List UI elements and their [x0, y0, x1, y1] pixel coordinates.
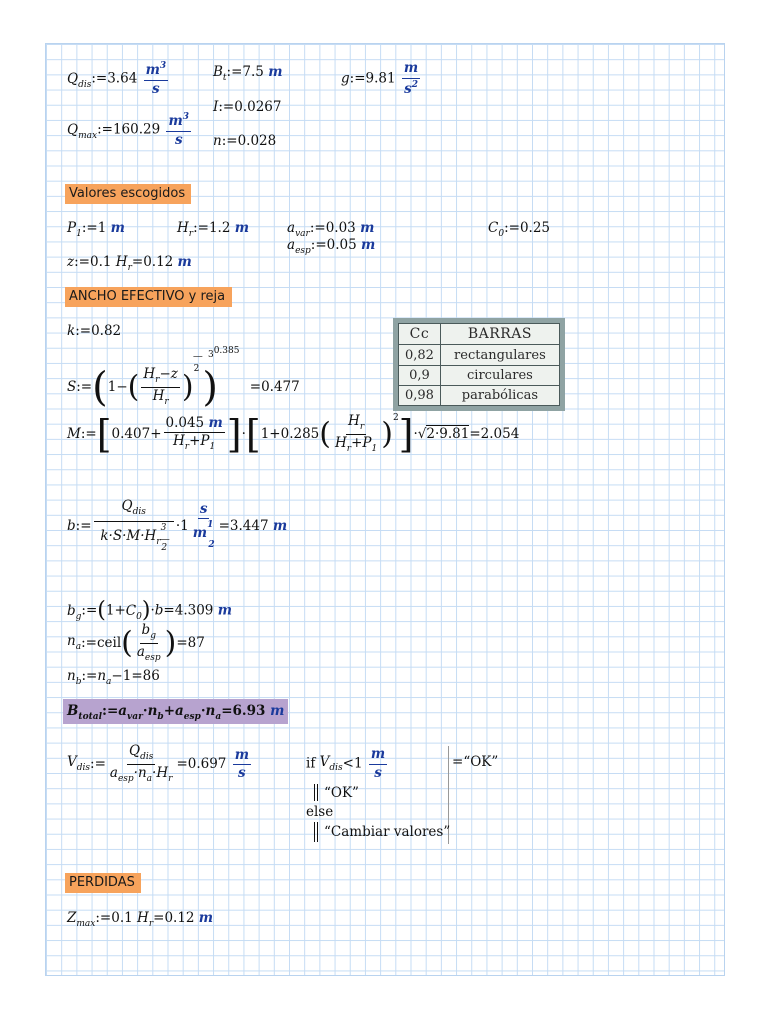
eq-qmax: $Q_{max}:=160.29$ $\frac{m^3}{s}$	[67, 112, 190, 148]
table-cell: 0,9	[399, 365, 441, 385]
if-result: =“OK”	[452, 754, 499, 770]
eq-btotal: $B_{total}:=a_{var}\cdot n_b+a_{esp}\cdot n_a=6.93$ m	[67, 703, 285, 722]
table-header-cc: Cc	[399, 324, 441, 345]
eq-bg: $b_g:=(1+C_0)\cdot b=4.309$ m	[67, 598, 232, 623]
eq-k: k:=0.82	[67, 323, 122, 339]
eq-c0: $C_0:=0.25$	[488, 220, 551, 239]
eq-n: n:=0.028	[213, 133, 277, 149]
table-cell: parabólicas	[440, 385, 559, 405]
eq-avar: $a_{var}:=0.03$ m	[287, 220, 375, 239]
eq-na: $n_a:=ceil$( $\frac{b_g}{a_{esp}}$ )=87	[67, 622, 205, 663]
branch-cambiar: “Cambiar valores”	[324, 824, 451, 840]
eq-p1: $P_1:=1$ m	[67, 220, 125, 239]
eq-z-hr: z:=0.1 $H_r=0.12$ m	[67, 254, 192, 273]
section-perdidas: PERDIDAS	[65, 873, 141, 893]
eq-zmax: $Z_{max}:=0.1$ $H_r=0.12$ m	[67, 910, 214, 929]
branch-ok: “OK”	[324, 785, 359, 801]
eq-s: S:=(1−( $\frac{H_r-z}{H_r}$ )$^{2―}$)$^{30.385}$ =0.477	[67, 346, 300, 411]
eq-b: b:= $\frac{Q_{dis}}{k\cdot S\cdot M\cdot H_r^3_{―2}}$ ·1 $\frac{s}{m^1_2}$ =3.447 m	[67, 498, 288, 553]
eq-i: I:=0.0267	[213, 99, 282, 115]
eq-bt: $B_t:=7.5$ m	[213, 64, 283, 83]
eq-hr: $H_r:=1.2$ m	[177, 220, 250, 239]
branch-bar	[314, 784, 318, 801]
eq-m: M:=[0.407+ $\frac{0.045 m}{H_r+P_1}$ ]·[1+0.285( $\frac{H_r}{H_r+P_1}$ )$^2$]·√2·9.81=2.054	[67, 412, 520, 457]
eq-aesp: $a_{esp}:=0.05$ m	[287, 237, 376, 256]
table-cell: 0,98	[399, 385, 441, 405]
eq-vdis: $V_{dis}:=$ $\frac{Q_{dis}}{a_{esp}\cdot n_a\cdot H_r}$ =0.697 $\frac{m}{s}$	[67, 743, 249, 784]
eq-if: if $V_{dis}<1$ $\frac{m}{s}$	[306, 746, 386, 781]
table-header-barras: BARRAS	[440, 324, 559, 345]
table-cell: rectangulares	[440, 345, 559, 365]
table-cell: 0,82	[399, 345, 441, 365]
section-valores-escogidos: Valores escogidos	[65, 184, 191, 204]
branch-bar	[314, 822, 318, 842]
eq-nb: $n_b:=n_a-1=86$	[67, 668, 160, 687]
eq-qdis: $Q_{dis}:=3.64$ $\frac{m^3}{s}$	[67, 61, 167, 97]
table-cell: circulares	[440, 365, 559, 385]
else-keyword: else	[306, 804, 334, 820]
section-ancho-efectivo: ANCHO EFECTIVO y reja	[65, 287, 232, 307]
cc-barras-table	[393, 318, 565, 411]
eq-g: g:=9.81 $\frac{m}{s^2}$	[341, 60, 419, 97]
